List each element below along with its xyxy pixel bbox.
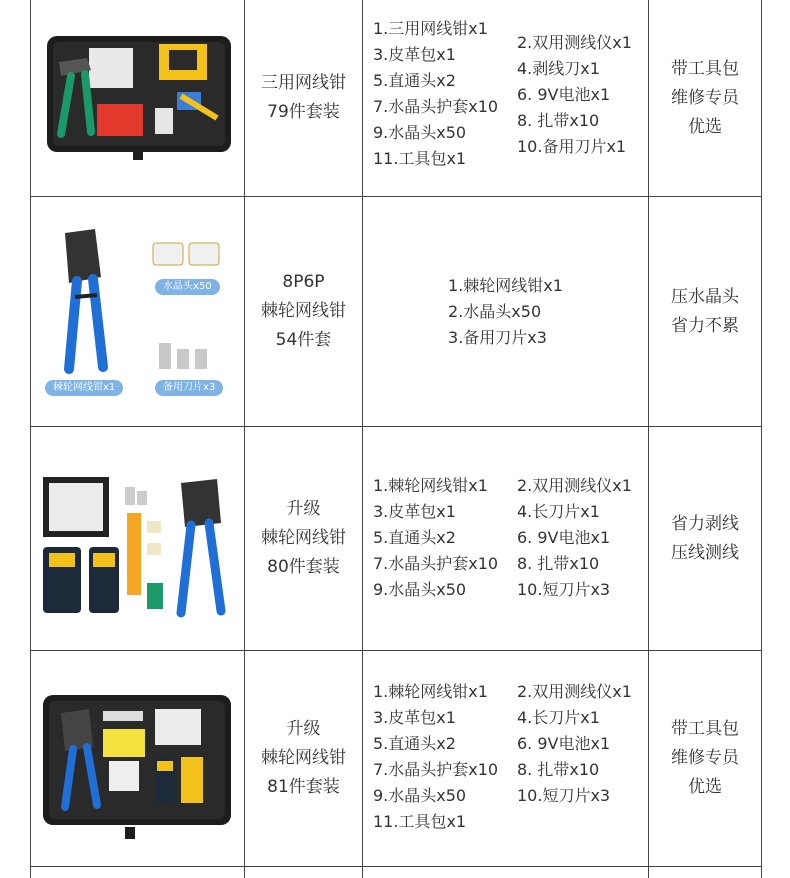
table-row	[31, 427, 761, 650]
product-name-cell	[245, 0, 362, 196]
feature-cell	[649, 197, 761, 426]
list-item: 4.剥线刀x1	[517, 59, 600, 78]
feature-text	[671, 715, 739, 802]
list-item: 9.水晶头x50	[373, 123, 467, 142]
image-label-blades: 备用刀片x3	[155, 380, 223, 396]
product-image-kit-81	[31, 651, 244, 866]
list-item: 2.双用测线仪x1	[517, 33, 632, 52]
table-row	[31, 0, 761, 196]
list-item: 8. 扎带x10	[517, 554, 600, 573]
list-item: 1.棘轮网线钳x1	[448, 275, 563, 295]
name-line: 棘轮网线钳	[261, 528, 346, 548]
feature-cell	[649, 0, 761, 196]
product-image-kit-79	[31, 0, 244, 196]
product-name	[261, 495, 346, 582]
feature-text	[671, 510, 739, 568]
product-name	[261, 715, 346, 802]
list-item: 2.双用测线仪x1	[517, 682, 632, 701]
table-border-right	[761, 0, 762, 878]
list-item: 7.水晶头护套x10	[373, 554, 499, 573]
product-name	[261, 69, 346, 127]
row-divider	[30, 866, 762, 867]
product-image-cell	[31, 197, 244, 426]
list-item: 6. 9V电池x1	[517, 734, 611, 753]
feature-line: 优选	[688, 116, 722, 137]
list-item: 1.三用网线钳x1	[373, 19, 488, 38]
list-item: 5.直通头x2	[373, 734, 456, 753]
list-item: 6. 9V电池x1	[517, 85, 611, 104]
list-item: 9.水晶头x50	[373, 786, 467, 805]
list-item: 4.长刀片x1	[517, 502, 600, 521]
feature-line: 省力不累	[671, 315, 739, 336]
list-item: 3.备用刀片x3	[448, 327, 547, 347]
list-item: 11.工具包x1	[373, 812, 467, 831]
list-item: 10.备用刀片x1	[517, 137, 627, 156]
product-image-cell	[31, 651, 244, 866]
table-row	[31, 197, 761, 426]
feature-cell	[649, 427, 761, 650]
feature-line: 带工具包	[671, 719, 739, 739]
name-line: 棘轮网线钳	[261, 748, 346, 768]
contents-list-cell	[363, 651, 648, 866]
feature-line: 省力剥线	[671, 513, 739, 534]
feature-line: 压水晶头	[671, 286, 739, 307]
product-name-cell	[245, 197, 362, 426]
product-image-kit-80	[31, 427, 244, 650]
contents-list-cell	[363, 427, 648, 650]
name-line: 79件套装	[267, 102, 340, 122]
product-name-cell	[245, 651, 362, 866]
list-item: 4.长刀片x1	[517, 708, 600, 727]
list-item: 2.双用测线仪x1	[517, 476, 632, 495]
image-label-crystal: 水晶头x50	[155, 279, 220, 295]
feature-text	[671, 55, 739, 142]
list-item: 3.皮革包x1	[373, 708, 456, 727]
name-line: 81件套装	[267, 777, 340, 797]
feature-cell	[649, 651, 761, 866]
list-item: 2.水晶头x50	[448, 301, 542, 321]
contents-list-cell	[363, 197, 648, 426]
product-name	[261, 268, 346, 355]
list-item: 5.直通头x2	[373, 71, 456, 90]
list-item: 3.皮革包x1	[373, 45, 456, 64]
product-name-cell	[245, 427, 362, 650]
list-item: 8. 扎带x10	[517, 760, 600, 779]
image-label-crimper: 棘轮网线钳x1	[45, 380, 123, 396]
name-line: 升级	[286, 719, 321, 739]
list-item: 9.水晶头x50	[373, 580, 467, 599]
feature-text	[671, 283, 739, 341]
product-image-cell	[31, 0, 244, 196]
name-line: 8P6P	[282, 272, 325, 292]
list-item: 1.棘轮网线钳x1	[373, 682, 488, 701]
feature-line: 带工具包	[671, 58, 739, 79]
list-item: 10.短刀片x3	[517, 580, 611, 599]
list-item: 8. 扎带x10	[517, 111, 600, 130]
name-line: 54件套	[275, 330, 332, 350]
name-line: 三用网线钳	[261, 73, 346, 93]
list-item: 7.水晶头护套x10	[373, 97, 499, 116]
list-item: 5.直通头x2	[373, 528, 456, 547]
feature-line: 维修专员	[671, 748, 739, 768]
feature-line: 压线测线	[671, 542, 739, 563]
name-line: 80件套装	[267, 557, 340, 577]
product-image-cell	[31, 427, 244, 650]
feature-line: 优选	[688, 777, 722, 797]
contents-list-cell	[363, 0, 648, 196]
table-row	[31, 651, 761, 866]
feature-line: 维修专员	[671, 87, 739, 108]
name-line: 棘轮网线钳	[261, 301, 346, 321]
list-item: 3.皮革包x1	[373, 502, 456, 521]
list-item: 7.水晶头护套x10	[373, 760, 499, 779]
name-line: 升级	[286, 499, 321, 519]
list-item: 11.工具包x1	[373, 149, 467, 168]
contents-list	[363, 197, 648, 426]
list-item: 1.棘轮网线钳x1	[373, 476, 488, 495]
list-item: 6. 9V电池x1	[517, 528, 611, 547]
list-item: 10.短刀片x3	[517, 786, 611, 805]
